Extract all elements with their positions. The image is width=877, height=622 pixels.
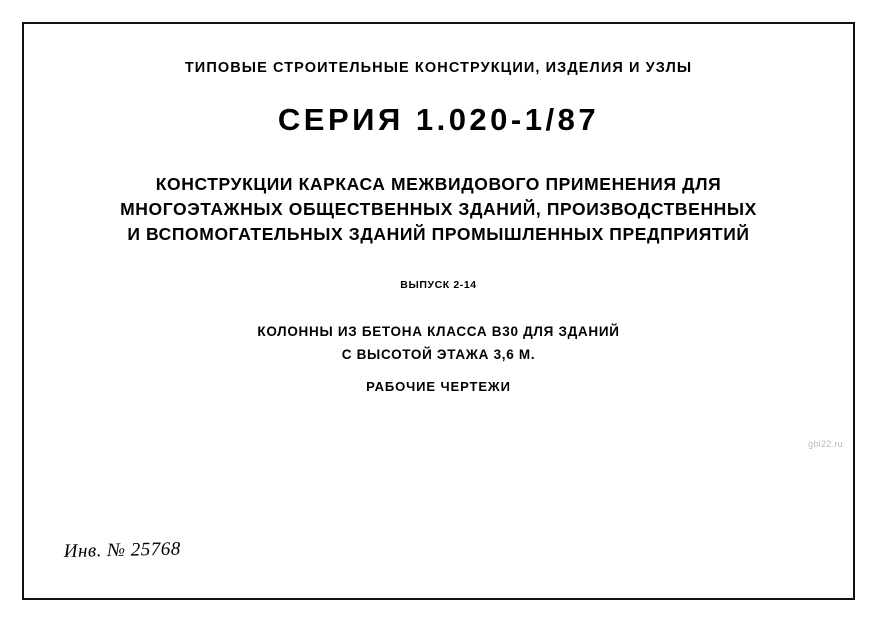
inventory-number: Инв. № 25768 xyxy=(63,538,182,563)
document-kind: РАБОЧИЕ ЧЕРТЕЖИ xyxy=(366,379,511,394)
issue-number: ВЫПУСК 2-14 xyxy=(400,279,477,291)
title-block xyxy=(24,24,853,598)
header-line: ТИПОВЫЕ СТРОИТЕЛЬНЫЕ КОНСТРУКЦИИ, ИЗДЕЛИЯ И УЗЛЫ xyxy=(184,60,693,76)
document-title-line-1: КОНСТРУКЦИИ КАРКАСА МЕЖВИДОВОГО ПРИМЕНЕНИЯ ДЛЯ xyxy=(155,174,722,194)
scope-line-2: С ВЫСОТОЙ ЭТАЖА 3,6 М. xyxy=(341,347,536,362)
scope-line-1: КОЛОННЫ ИЗ БЕТОНА КЛАССА В30 ДЛЯ ЗДАНИЙ xyxy=(257,324,620,339)
document-title xyxy=(24,172,853,247)
document-title-line-3: И ВСПОМОГАТЕЛЬНЫХ ЗДАНИЙ ПРОМЫШЛЕННЫХ ПРЕДПРИЯТИЙ xyxy=(127,224,750,244)
sheet-border-frame xyxy=(22,22,855,600)
document-title-line-2: МНОГОЭТАЖНЫХ ОБЩЕСТВЕННЫХ ЗДАНИЙ, ПРОИЗВОДСТВЕННЫХ xyxy=(120,199,757,219)
series-number: СЕРИЯ 1.020-1/87 xyxy=(277,102,600,137)
watermark-text: gbi22.ru xyxy=(808,439,843,449)
scope-description xyxy=(24,320,853,366)
